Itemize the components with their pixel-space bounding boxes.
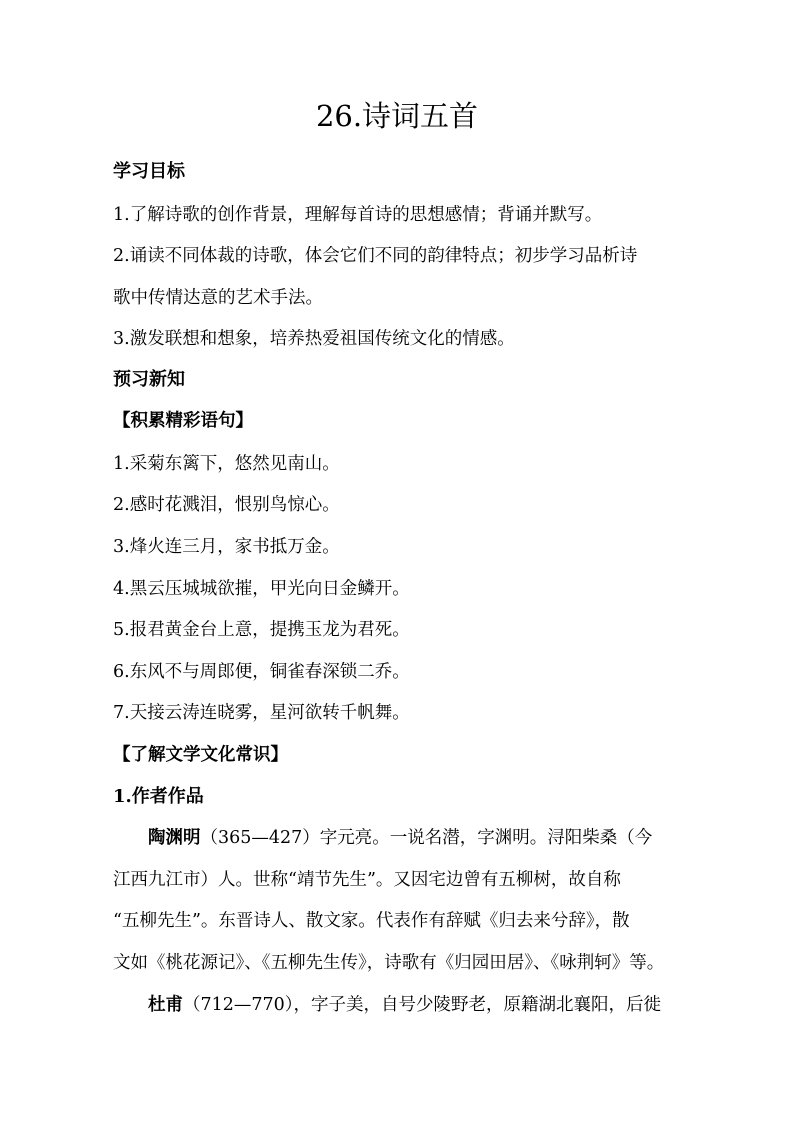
author-du-intro: （712—770），字子美，自号少陵野老，原籍湖北襄阳，后徙 bbox=[183, 995, 662, 1015]
quote-item: 5.报君黄金台上意，提携玉龙为君死。 bbox=[113, 620, 410, 640]
quote-item: 7.天接云涛连晓雾，星河欲转千帆舞。 bbox=[113, 703, 410, 723]
section-heading-preview: 预习新知 bbox=[113, 369, 185, 390]
objective-item-continued: 歌中传情达意的艺术手法。 bbox=[113, 288, 323, 308]
author-tao-line-4: 文如《桃花源记》、《五柳先生传》，诗歌有《归园田居》、《咏荆轲》等。 bbox=[113, 953, 665, 973]
quote-item: 1.采菊东篱下，悠然见南山。 bbox=[113, 454, 340, 474]
subheading-literary-knowledge: 【了解文学文化常识】 bbox=[113, 745, 288, 765]
subheading-quotes: 【积累精彩语句】 bbox=[113, 411, 253, 431]
section-heading-objectives: 学习目标 bbox=[113, 161, 185, 182]
author-tao-line-2: 江西九江市）人。世称“靖节先生”。又因宅边曾有五柳树，故自称 bbox=[113, 870, 621, 890]
quote-item: 4.黑云压城城欲摧，甲光向日金鳞开。 bbox=[113, 579, 410, 599]
quote-item: 2.感时花溅泪，恨别鸟惊心。 bbox=[113, 495, 340, 515]
page-title: 26.诗词五首 bbox=[315, 99, 479, 133]
author-tao-line-3: “五柳先生”。东晋诗人、散文家。代表作有辞赋《归去来兮辞》，散 bbox=[113, 911, 630, 931]
objective-item: 1.了解诗歌的创作背景，理解每首诗的思想感情；背诵并默写。 bbox=[113, 205, 603, 225]
quote-item: 3.烽火连三月，家书抵万金。 bbox=[113, 537, 340, 557]
author-tao-intro: （365—427）字元亮。一说名潜，字渊明。浔阳柴桑（今 bbox=[200, 828, 653, 848]
quote-item: 6.东风不与周郎便，铜雀春深锁二乔。 bbox=[113, 662, 410, 682]
author-du-line-1 bbox=[148, 993, 693, 1017]
author-tao-line-1 bbox=[148, 826, 693, 850]
objective-item: 2.诵读不同体裁的诗歌，体会它们不同的韵律特点；初步学习品析诗 bbox=[113, 246, 638, 266]
author-name-tao: 陶渊明 bbox=[148, 828, 201, 848]
subheading-authors: 1.作者作品 bbox=[113, 786, 204, 807]
author-name-du: 杜甫 bbox=[148, 995, 183, 1015]
objective-item: 3.激发联想和想象，培养热爱祖国传统文化的情感。 bbox=[113, 329, 515, 349]
